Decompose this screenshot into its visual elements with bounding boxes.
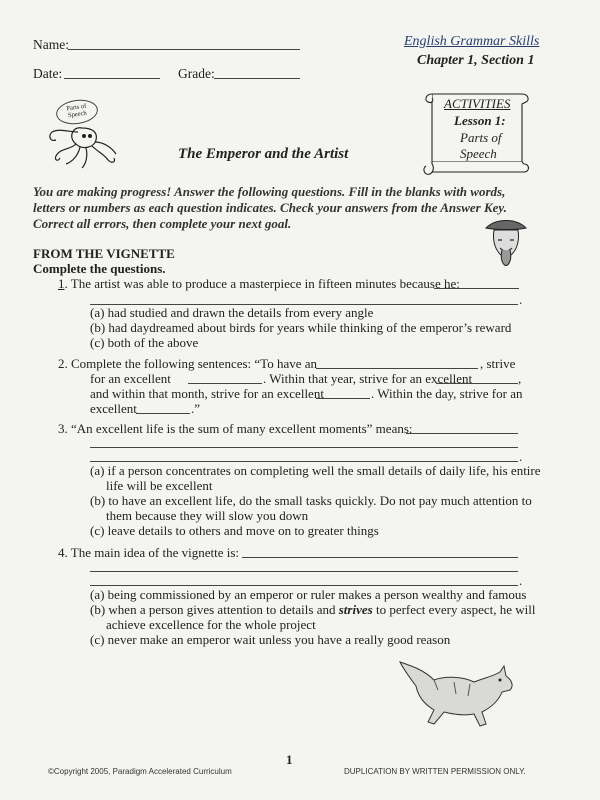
q2-text-5: ,: [518, 371, 522, 386]
q4-b-post: to perfect every aspect, he will: [372, 602, 536, 617]
q4-option-b-line-1: [90, 602, 536, 618]
page-number: 1: [286, 752, 293, 767]
section-heading: FROM THE VIGNETTE: [33, 246, 175, 261]
date-label: Date:: [33, 66, 63, 81]
man-with-hat-icon: [482, 214, 530, 266]
badge-text: Parts of Speech: [65, 102, 88, 120]
intro-line-2: letters or numbers as each question indicates. Check your answers from the Answer Key.: [33, 200, 507, 215]
q3-option-a-line-2: life will be excellent: [106, 478, 213, 493]
q2-text-8: excellent: [90, 401, 137, 416]
q2-text-2: , strive: [480, 356, 516, 371]
question-2-line-1: [58, 356, 317, 372]
q1-option-c: (c) both of the above: [90, 335, 199, 350]
wolf-icon: [394, 656, 518, 732]
q4-blank-2[interactable]: [90, 571, 518, 572]
octopus-illustration: [42, 98, 132, 170]
name-blank[interactable]: [68, 49, 300, 50]
name-label: Name:: [33, 37, 69, 52]
copyright: ©Copyright 2005, Paradigm Accelerated Curriculum: [48, 767, 232, 776]
q3-blank-1[interactable]: [406, 433, 518, 434]
page-title: The Emperor and the Artist: [178, 146, 349, 162]
q2-text-3: for an excellent: [90, 371, 171, 386]
scroll-topic-line1: Parts of: [460, 130, 502, 145]
q2-text-9: .”: [191, 401, 201, 416]
q3-blank-3[interactable]: [90, 461, 518, 462]
q1-period: .: [519, 292, 523, 307]
date-blank[interactable]: [64, 78, 160, 79]
q1-answer-blank-1[interactable]: [434, 288, 519, 289]
intro-text: [33, 184, 533, 232]
intro-line-3: Correct all errors, then complete your next goal.: [33, 216, 292, 231]
q4-option-c: (c) never make an emperor wait unless you have a really good reason: [90, 632, 451, 647]
question-1: [58, 276, 460, 292]
scroll-lesson: Lesson 1:: [454, 113, 506, 128]
q1-number: 1: [58, 276, 65, 291]
activities-scroll: [418, 88, 534, 178]
q4-option-b-line-2: achieve excellence for the whole project: [106, 617, 316, 632]
q2-text-4: . Within that year, strive for an excellent: [263, 371, 473, 386]
q4-option-a: (a) being commissioned by an emperor or ruler makes a person wealthy and famous: [90, 587, 527, 602]
q2-blank-1[interactable]: [316, 368, 478, 369]
q2-blank-3[interactable]: [436, 383, 518, 384]
series-title: English Grammar Skills: [404, 34, 540, 49]
grade-label: Grade:: [178, 66, 215, 81]
q4-b-pre: (b) when a person gives attention to details and: [90, 602, 339, 617]
q2-text-7: . Within the day, strive for an: [371, 386, 523, 401]
q1-text: . The artist was able to produce a masterpiece in fifteen minutes because he:: [64, 276, 460, 291]
q2-blank-5[interactable]: [136, 413, 190, 414]
scroll-activities: ACTIVITIES: [444, 96, 511, 111]
artist-portrait-illustration: [482, 214, 530, 266]
q2-blank-4[interactable]: [316, 398, 370, 399]
q3-option-c: (c) leave details to others and move on to greater things: [90, 523, 379, 538]
intro-line-1b: You are making progress! Answer the following questions. Fill in the blanks with words,: [33, 184, 506, 199]
q4-period: .: [519, 573, 523, 588]
q3-option-a-line-1: (a) if a person concentrates on completing well the small details of daily life, his entire: [90, 463, 541, 478]
q3-period: .: [519, 449, 523, 464]
q4-b-emphasis: strives: [338, 602, 373, 617]
q3-option-b-line-1: (b) to have an excellent life, do the small tasks quickly. Do not pay much attention to: [90, 493, 532, 508]
scroll-topic-line2: Speech: [460, 146, 497, 161]
q1-option-a: (a) had studied and drawn the details from every angle: [90, 305, 374, 320]
duplication-notice: DUPLICATION BY WRITTEN PERMISSION ONLY.: [344, 767, 526, 776]
section-subheading: Complete the questions.: [33, 261, 166, 276]
grade-blank[interactable]: [214, 78, 300, 79]
q1-option-b: (b) had daydreamed about birds for years while thinking of the emperor’s reward: [90, 320, 512, 335]
question-4: 4. The main idea of the vignette is:: [58, 545, 239, 560]
q3-option-b-line-2: them because they will slow you down: [106, 508, 309, 523]
q2-text-1: 2. Complete the following sentences: “To have an: [58, 356, 318, 371]
question-3: 3. “An excellent life is the sum of many excellent moments” means:: [58, 421, 413, 436]
wolf-illustration: [394, 656, 518, 732]
q3-blank-2[interactable]: [90, 447, 518, 448]
q4-blank-1[interactable]: [242, 557, 518, 558]
q2-blank-2[interactable]: [188, 383, 262, 384]
q4-blank-3[interactable]: [90, 585, 518, 586]
chapter-label: Chapter 1, Section 1: [417, 53, 535, 68]
q2-text-6: and within that month, strive for an excellent: [90, 386, 324, 401]
